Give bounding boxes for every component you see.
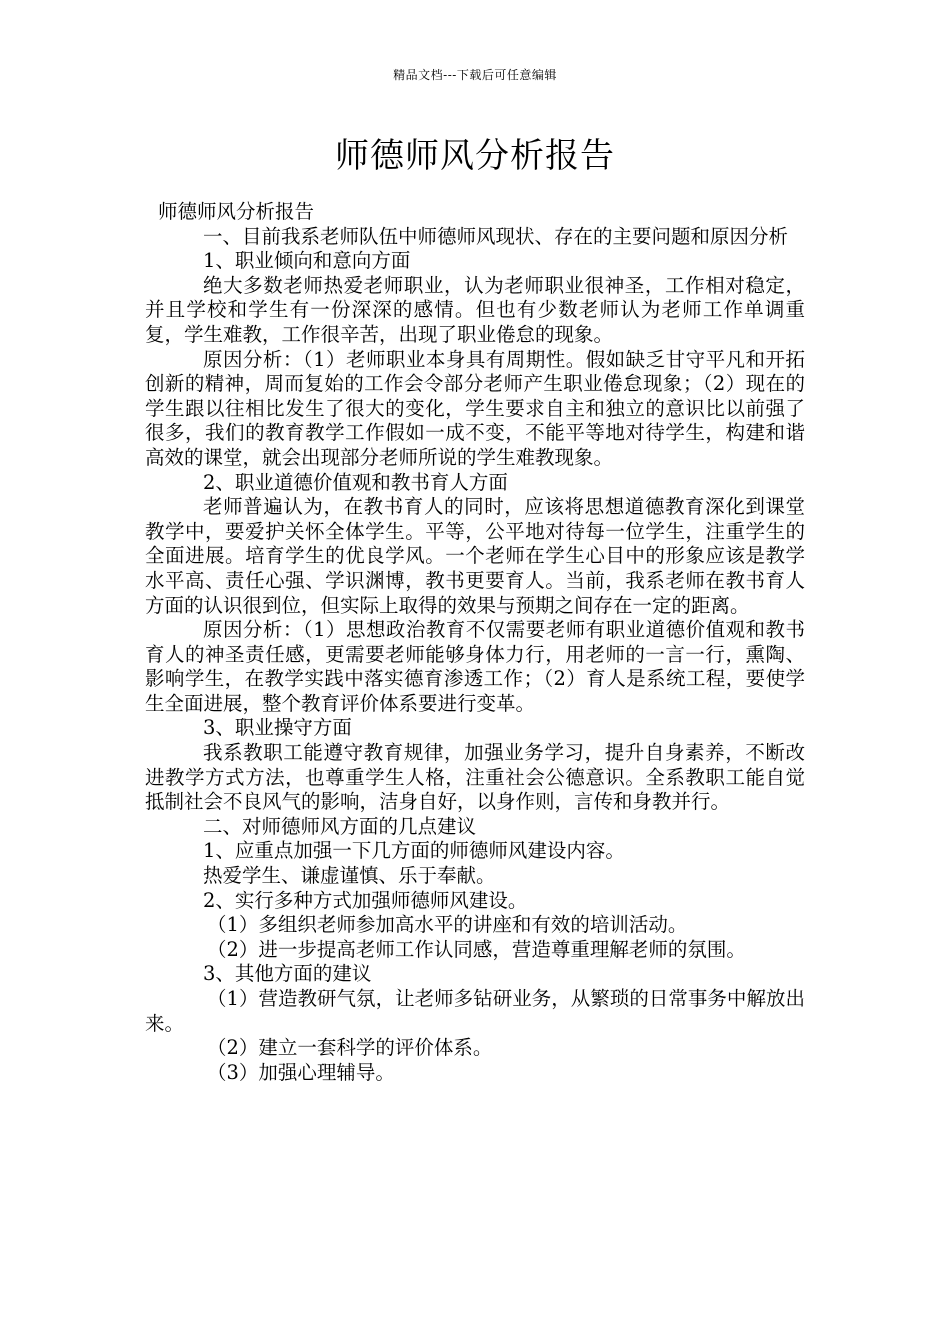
paragraph: 3、职业操守方面 (203, 716, 352, 740)
paragraph: 1、应重点加强一下几方面的师德师风建设内容。 (203, 839, 625, 863)
document-title: 师德师风分析报告 (335, 136, 615, 176)
paragraph: 老师普遍认为，在教书育人的同时，应该将思想道德教育深化到课堂教学中，要爱护关怀全体学生。平等，公平地对待每一位学生，注重学生的全面进展。培育学生的优良学风。一个老师在学生心目中的形象应该是教学水平高、责任心强、学识渊博，教书更要育人。当前，我系老师在教书育人方面的认识很到位，但实际上取得的效果与预期之间存在一定的距离。 (145, 495, 805, 617)
paragraph: （1）多组织老师参加高水平的讲座和有效的培训活动。 (207, 913, 688, 937)
paragraph: （3）加强心理辅导。 (207, 1060, 395, 1084)
paragraph: 原因分析：（1）思想政治教育不仅需要老师有职业道德价值观和教书育人的神圣责任感，更需要老师能够身体力行，用老师的一言一行，熏陶、影响学生，在教学实践中落实德育渗透工作；（2）育人是系统工程，要使学生全面进展，整个教育评价体系要进行变革。 (145, 618, 805, 715)
paragraph: 2、职业道德价值观和教书育人方面 (203, 470, 508, 494)
paragraph: 1、职业倾向和意向方面 (203, 249, 411, 273)
page-header: 精品文档---下载后可任意编辑 (393, 68, 557, 82)
paragraph: 原因分析：（1）老师职业本身具有周期性。假如缺乏甘守平凡和开拓创新的精神，周而复始的工作会令部分老师产生职业倦怠现象；（2）现在的学生跟以往相比发生了很大的变化，学生要求自主和独立的意识比以前强了很多，我们的教育教学工作假如一成不变，不能平等地对待学生，构建和谐高效的课堂，就会出现部分老师所说的学生难教现象。 (145, 347, 805, 469)
paragraph: （1）营造教研气氛，让老师多钻研业务，从繁琐的日常事务中解放出来。 (145, 987, 805, 1035)
paragraph: 一、目前我系老师队伍中师德师风现状、存在的主要问题和原因分析 (203, 224, 789, 248)
paragraph: 热爱学生、谦虚谨慎、乐于奉献。 (203, 864, 496, 888)
paragraph: 3、其他方面的建议 (203, 962, 372, 986)
paragraph: 2、实行多种方式加强师德师风建设。 (203, 888, 528, 912)
paragraph: 绝大多数老师热爱老师职业，认为老师职业很神圣，工作相对稳定，并且学校和学生有一份深深的感情。但也有少数老师认为老师工作单调重复，学生难教，工作很辛苦，出现了职业倦怠的现象。 (145, 273, 805, 346)
document-body (145, 200, 805, 1085)
paragraph: （2）进一步提高老师工作认同感，营造尊重理解老师的氛围。 (207, 937, 746, 961)
paragraph: 二、对师德师风方面的几点建议 (203, 814, 477, 838)
paragraph: （2）建立一套科学的评价体系。 (207, 1036, 493, 1060)
paragraph: 我系教职工能遵守教育规律，加强业务学习，提升自身素养，不断改进教学方式方法，也尊重学生人格，注重社会公德意识。全系教职工能自觉抵制社会不良风气的影响，洁身自好，以身作则，言传和身教并行。 (145, 741, 805, 814)
paragraph: 师德师风分析报告 (158, 200, 315, 223)
